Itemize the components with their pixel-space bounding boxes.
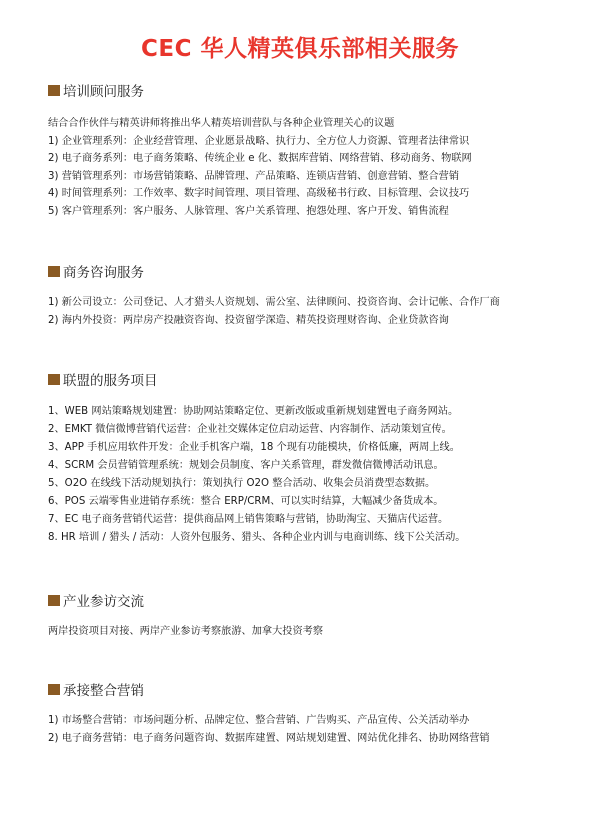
body-line: 4) 时间管理系列：工作效率、数字时间管理、项目管理、高级秘书行政、目标管理、会议技巧 <box>48 188 470 199</box>
section-heading-label: 联盟的服务项目 <box>63 373 158 389</box>
section-heading-label: 产业参访交流 <box>63 594 144 610</box>
body-line: 1) 企业管理系列：企业经营管理、企业愿景战略、执行力、全方位人力资源、管理者法律常识 <box>48 135 470 147</box>
body-line: 6、POS 云端零售业进销存系统：整合 ERP/CRM、可以实时结算，大幅减少备货成本。 <box>48 496 444 507</box>
body-line: 3) 营销管理系列：市场营销策略、品牌管理、产品策略、连锁店营销、创意营销、整合营销 <box>48 170 460 182</box>
square-bullet-icon <box>48 374 60 385</box>
body-line: 5) 客户管理系列：客户服务、人脉管理、客户关系管理、抱怨处理、客户开发、销售流程 <box>48 205 449 217</box>
section-body-integrated-marketing <box>48 712 588 748</box>
section-body-training <box>48 115 588 220</box>
section-body-alliance <box>48 403 588 547</box>
section-heading-integrated-marketing <box>48 679 144 699</box>
body-line: 2) 电子商务系列：电子商务策略、传统企业 e 化、数据库营销、网络营销、移动商务、物联网 <box>48 153 472 164</box>
section-heading-alliance <box>48 369 158 389</box>
section-heading-label: 承接整合营销 <box>63 683 144 699</box>
body-line: 结合合作伙伴与精英讲师将推出华人精英培训营队与各种企业管理关心的议题 <box>48 118 395 129</box>
body-line: 2) 海内外投资：两岸房产投融资咨询、投资留学深造、精英投资理财咨询、企业贷款咨询 <box>48 315 449 326</box>
square-bullet-icon <box>48 684 60 695</box>
square-bullet-icon <box>48 595 60 606</box>
section-body-industry-visits <box>48 623 588 641</box>
body-line: 4、SCRM 会员营销管理系统：规划会员制度、客户关系管理，群发微信微博活动讯息。 <box>48 460 444 471</box>
section-heading-label: 培训顾问服务 <box>63 84 144 100</box>
body-line: 1、WEB 网站策略规划建置：协助网站策略定位、更新改版或重新规划建置电子商务网站。 <box>48 406 459 417</box>
body-line: 1) 新公司设立：公司登记、人才猎头人资规划、需公室、法律顾问、投资咨询、会计记帐、合作厂商 <box>48 297 500 308</box>
body-line: 3、APP 手机应用软件开发：企业手机客户端，18 个现有功能模块，价格低廉，两周上线。 <box>48 442 460 453</box>
body-line: 5、O2O 在线线下活动规划执行：策划执行 O2O 整合活动、收集会员消费型态数据。 <box>48 478 436 489</box>
body-line: 两岸投资项目对接、两岸产业参访考察旅游、加拿大投资考察 <box>48 626 324 637</box>
section-heading-training <box>48 80 144 100</box>
section-body-consulting <box>48 294 588 330</box>
page-title: CEC 华人精英俱乐部相关服务 <box>141 36 459 62</box>
square-bullet-icon <box>48 85 60 96</box>
body-line: 8. HR 培训 / 猎头 / 活动：人资外包服务、猎头、各种企业内训与电商训练、线下公关活动。 <box>48 532 466 543</box>
body-line: 7、EC 电子商务营销代运营：提供商品网上销售策略与营销，协助淘宝、天猫店代运营。 <box>48 514 449 525</box>
body-line: 2) 电子商务营销：电子商务问题咨询、数据库建置、网站规划建置、网站优化排名、协助网络营销 <box>48 733 490 744</box>
section-heading-label: 商务咨询服务 <box>63 265 144 281</box>
section-heading-consulting <box>48 261 144 281</box>
section-heading-industry-visits <box>48 590 144 610</box>
square-bullet-icon <box>48 266 60 277</box>
body-line: 2、EMKT 微信微博营销代运营：企业社交媒体定位启动运营、内容制作、活动策划宣传。 <box>48 424 452 435</box>
body-line: 1) 市场整合营销：市场问题分析、品牌定位、整合营销、广告购买、产品宣传、公关活动举办 <box>48 715 470 726</box>
